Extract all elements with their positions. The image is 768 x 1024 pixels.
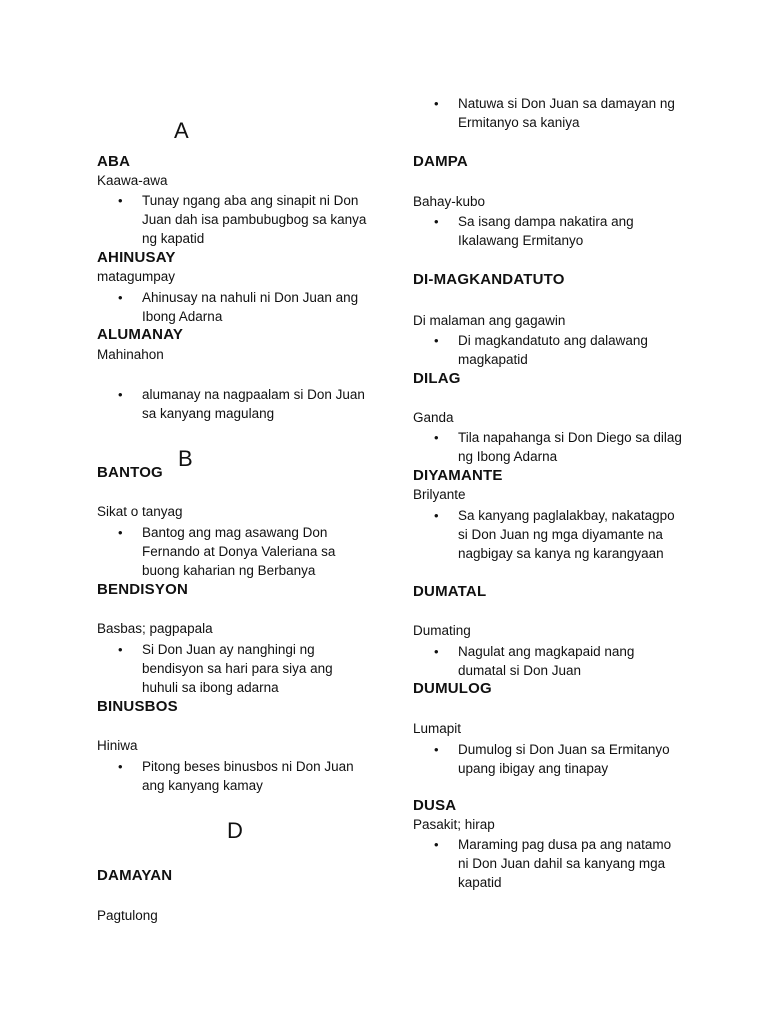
example-text: Sa kanyang paglalakbay, nakatagpo si Don Juan ng mga diyamante na nagbigay sa kanya ng karangyaan	[458, 508, 675, 562]
term-heading: BANTOG	[97, 464, 163, 481]
term-heading: DI-MAGKANDATUTO	[413, 271, 565, 288]
section-letter-a: A	[174, 118, 189, 143]
example-text: Natuwa si Don Juan sa damayan ng Ermitanyo sa kaniya	[458, 96, 675, 131]
bullet-icon: •	[118, 525, 123, 540]
term-definition: Pagtulong	[97, 908, 158, 923]
example-text: Di magkandatuto ang dalawang magkapatid	[458, 333, 648, 368]
example-text: Nagulat ang magkapaid nang dumatal si Don Juan	[458, 644, 635, 679]
example-text: Bantog ang mag asawang Don Fernando at Donya Valeriana sa buong kaharian ng Berbanya	[142, 525, 336, 579]
term-heading: BENDISYON	[97, 581, 188, 598]
term-heading: DAMAYAN	[97, 867, 173, 884]
term-definition: Sikat o tanyag	[97, 504, 183, 519]
example-text: alumanay na nagpaalam si Don Juan sa kanyang magulang	[142, 387, 365, 422]
term-definition: Dumating	[413, 623, 471, 638]
example-text: Si Don Juan ay nanghingi ng bendisyon sa hari para siya ang huhuli sa ibong adarna	[142, 642, 333, 696]
term-heading: DUMATAL	[413, 583, 487, 600]
term-heading: DUMULOG	[413, 680, 492, 697]
term-definition: Mahinahon	[97, 347, 164, 362]
bullet-icon: •	[434, 508, 439, 523]
term-heading: DIYAMANTE	[413, 467, 503, 484]
bullet-icon: •	[434, 644, 439, 659]
term-definition: Basbas; pagpapala	[97, 621, 213, 636]
bullet-icon: •	[434, 742, 439, 757]
bullet-icon: •	[118, 642, 123, 657]
bullet-icon: •	[118, 193, 123, 208]
bullet-icon: •	[434, 837, 439, 852]
term-heading: BINUSBOS	[97, 698, 178, 715]
term-definition: matagumpay	[97, 269, 176, 284]
term-definition: Brilyante	[413, 487, 466, 502]
bullet-icon: •	[118, 387, 123, 402]
term-definition: Pasakit; hirap	[413, 817, 495, 832]
example-text: Tunay ngang aba ang sinapit ni Don Juan dah isa pambubugbog sa kanya ng kapatid	[142, 193, 367, 247]
bullet-icon: •	[118, 290, 123, 305]
term-heading: DUSA	[413, 797, 457, 814]
example-text: Dumulog si Don Juan sa Ermitanyo upang ibigay ang tinapay	[458, 742, 670, 777]
term-heading: DAMPA	[413, 153, 468, 170]
term-heading: DILAG	[413, 370, 461, 387]
term-definition: Di malaman ang gagawin	[413, 313, 566, 328]
term-definition: Kaawa-awa	[97, 173, 168, 188]
bullet-icon: •	[434, 333, 439, 348]
example-text: Sa isang dampa nakatira ang Ikalawang Ermitanyo	[458, 214, 634, 249]
bullet-icon: •	[434, 214, 439, 229]
term-definition: Hiniwa	[97, 738, 138, 753]
section-letter-d: D	[227, 818, 243, 843]
example-text: Ahinusay na nahuli ni Don Juan ang Ibong Adarna	[142, 290, 359, 325]
term-definition: Ganda	[413, 410, 454, 425]
term-definition: Lumapit	[413, 721, 462, 736]
term-definition: Bahay-kubo	[413, 194, 486, 209]
bullet-icon: •	[118, 759, 123, 774]
example-text: Maraming pag dusa pa ang natamo ni Don Juan dahil sa kanyang mga kapatid	[458, 837, 672, 891]
term-heading: ABA	[97, 153, 131, 170]
section-letter-b: B	[178, 446, 193, 471]
example-text: Tila napahanga si Don Diego sa dilag ng Ibong Adarna	[458, 430, 682, 465]
bullet-icon: •	[434, 430, 439, 445]
term-heading: AHINUSAY	[97, 249, 176, 266]
bullet-icon: •	[434, 96, 439, 111]
term-heading: ALUMANAY	[97, 326, 184, 343]
example-text: Pitong beses binusbos ni Don Juan ang kanyang kamay	[142, 759, 354, 794]
